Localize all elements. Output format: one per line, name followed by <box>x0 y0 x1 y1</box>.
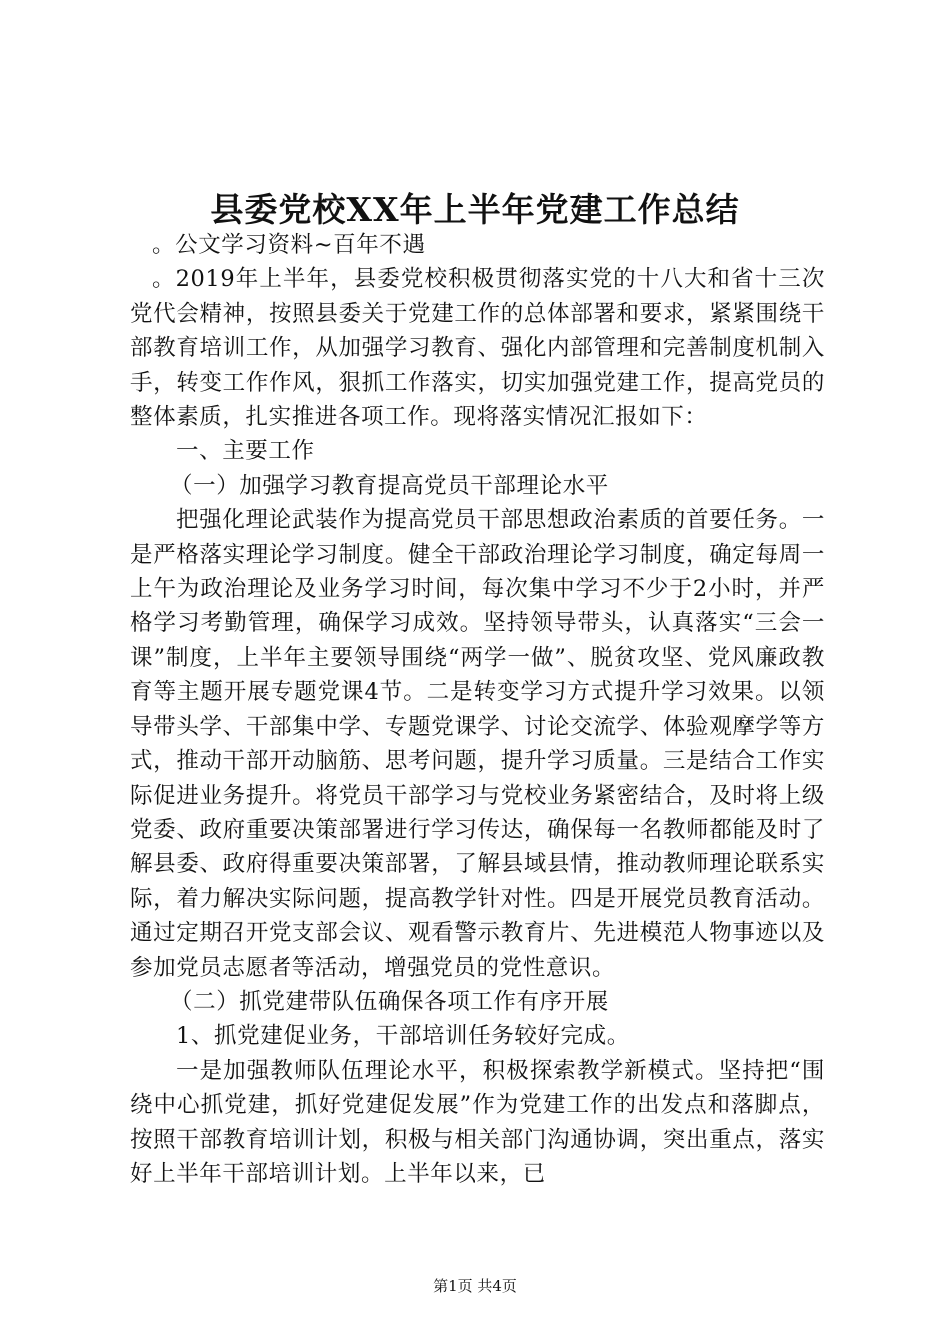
subsection-heading-1: （一）加强学习教育提高党员干部理论水平 <box>170 472 609 499</box>
intro-paragraph: 。2019年上半年，县委党校积极贯彻落实党的十八大和省十三次党代会精神，按照县委关于党建工作的总体部署和要求，紧紧围绕干部教育培训工作，从加强学习教育、强化内部管理和完善制度机制入手，转变工作作风，狠抓工作落实，切实加强党建工作，提高党员的整体素质，扎实推进各项工作。现将落实情况汇报如下： <box>130 266 825 431</box>
item-heading-1: 1、抓党建促业务，干部培训任务较好完成。 <box>176 1023 630 1050</box>
page-number-footer: 第1页 共4页 <box>433 1277 517 1295</box>
body-paragraph-study: 把强化理论武装作为提高党员干部思想政治素质的首要任务。一是严格落实理论学习制度。健全干部政治理论学习制度，确定每周一上午为政治理论及业务学习时间，每次集中学习不少于2小时，并严格学习考勤管理，确保学习成效。坚持领导带头，认真落实“三会一课”制度，上半年主要领导围绕“两学一做”、脱贫攻坚、党风廉政教育等主题开展专题党课4节。二是转变学习方式提升学习效果。以领导带头学、干部集中学、专题党课学、讨论交流学、体验观摩学等方式，推动干部开动脑筋、思考问题，提升学习质量。三是结合工作实际促进业务提升。将党员干部学习与党校业务紧密结合，及时将上级党委、政府重要决策部署进行学习传达，确保每一名教师都能及时了解县委、政府得重要决策部署，了解县域县情，推动教师理论联系实际，着力解决实际问题，提高教学针对性。四是开展党员教育活动。通过定期召开党支部会议、观看警示教育片、先进模范人物事迹以及参加党员志愿者等活动，增强党员的党性意识。 <box>130 507 825 981</box>
subsection-heading-2: （二）抓党建带队伍确保各项工作有序开展 <box>170 988 609 1015</box>
source-note: 。公文学习资料~百年不遇 <box>152 232 426 258</box>
document-body <box>130 228 825 1191</box>
document-title: 县委党校XX年上半年党建工作总结 <box>210 190 740 229</box>
body-paragraph-teachers: 一是加强教师队伍理论水平，积极探索教学新模式。坚持把“围绕中心抓党建，抓好党建促发展”作为党建工作的出发点和落脚点，按照干部教育培训计划，积极与相关部门沟通协调，突出重点，落实好上半年干部培训计划。上半年以来，已 <box>130 1057 825 1187</box>
section-heading-main-work: 一、主要工作 <box>176 438 315 465</box>
